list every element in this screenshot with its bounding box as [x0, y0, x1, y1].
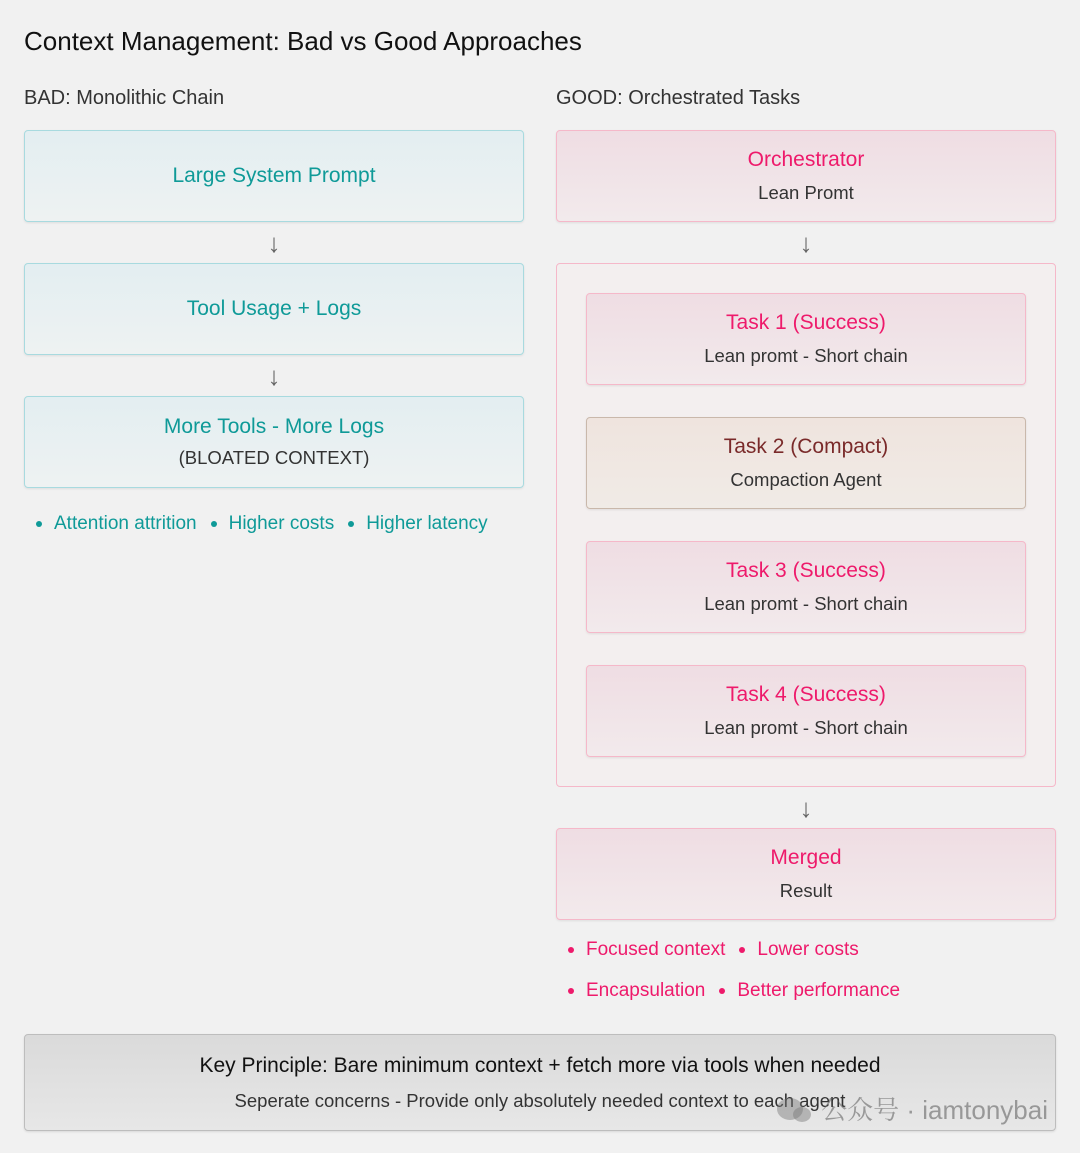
watermark — [777, 1090, 1048, 1127]
bullet-dot-icon — [568, 947, 574, 953]
box-title: Large System Prompt — [172, 164, 376, 187]
box-title: Merged — [770, 846, 842, 869]
wechat-icon — [777, 1098, 803, 1120]
box-title: Task 4 (Success) — [726, 683, 886, 706]
box-title: More Tools - More Logs — [163, 415, 385, 438]
good-heading: GOOD: Orchestrated Tasks — [556, 87, 801, 109]
arrow-down-icon: ↓ — [799, 228, 813, 258]
more-tools-box — [24, 396, 524, 488]
bullet-item: Better performance — [719, 980, 900, 1002]
arrow-down-icon: ↓ — [267, 228, 281, 258]
bullet-item: Higher costs — [211, 513, 335, 535]
box-subtitle: Lean promt - Short chain — [704, 345, 908, 366]
box-title: Task 1 (Success) — [726, 311, 886, 334]
box-title: Task 2 (Compact) — [723, 435, 889, 458]
box-subtitle: Lean promt - Short chain — [704, 717, 908, 738]
box-title: Tool Usage + Logs — [186, 297, 362, 320]
bullet-dot-icon — [568, 988, 574, 994]
bullet-dot-icon — [36, 521, 42, 527]
task-3-box — [586, 541, 1026, 633]
arrow-down-icon: ↓ — [267, 361, 281, 391]
box-subtitle: Lean promt - Short chain — [704, 593, 908, 614]
bullet-dot-icon — [348, 521, 354, 527]
arrow-down-icon: ↓ — [799, 793, 813, 823]
bullet-item: Focused context — [568, 939, 725, 961]
orchestrator-box — [556, 130, 1056, 222]
box-subtitle: Lean Promt — [758, 182, 854, 203]
watermark-text: 公众号 · iamtonybai — [821, 1095, 1048, 1125]
bad-heading: BAD: Monolithic Chain — [24, 87, 225, 109]
box-subtitle: Result — [779, 880, 833, 901]
box-title: Orchestrator — [747, 148, 865, 171]
task-1-box — [586, 293, 1026, 385]
bullet-dot-icon — [211, 521, 217, 527]
good-bullets-row-1 — [568, 939, 859, 961]
bad-bullets — [36, 513, 488, 535]
bullet-item: Lower costs — [739, 939, 858, 961]
box-subtitle: (BLOATED CONTEXT) — [178, 447, 370, 468]
box-title: Task 3 (Success) — [726, 559, 886, 582]
task-4-box — [586, 665, 1026, 757]
bullet-dot-icon — [719, 988, 725, 994]
box-subtitle: Compaction Agent — [730, 469, 882, 490]
merged-result-box — [556, 828, 1056, 920]
bullet-item: Attention attrition — [36, 513, 197, 535]
bullet-item: Encapsulation — [568, 980, 705, 1002]
key-principle-title: Key Principle: Bare minimum context + fetch more via tools when needed — [199, 1053, 881, 1077]
page-title: Context Management: Bad vs Good Approaches — [24, 26, 582, 56]
good-bullets-row-2 — [568, 980, 900, 1002]
task-2-box — [586, 417, 1026, 509]
bullet-item: Higher latency — [348, 513, 487, 535]
key-principle-subtitle: Seperate concerns - Provide only absolutely needed context to each agent — [234, 1089, 846, 1111]
tool-usage-box — [24, 263, 524, 355]
bullet-dot-icon — [739, 947, 745, 953]
large-system-prompt-box — [24, 130, 524, 222]
